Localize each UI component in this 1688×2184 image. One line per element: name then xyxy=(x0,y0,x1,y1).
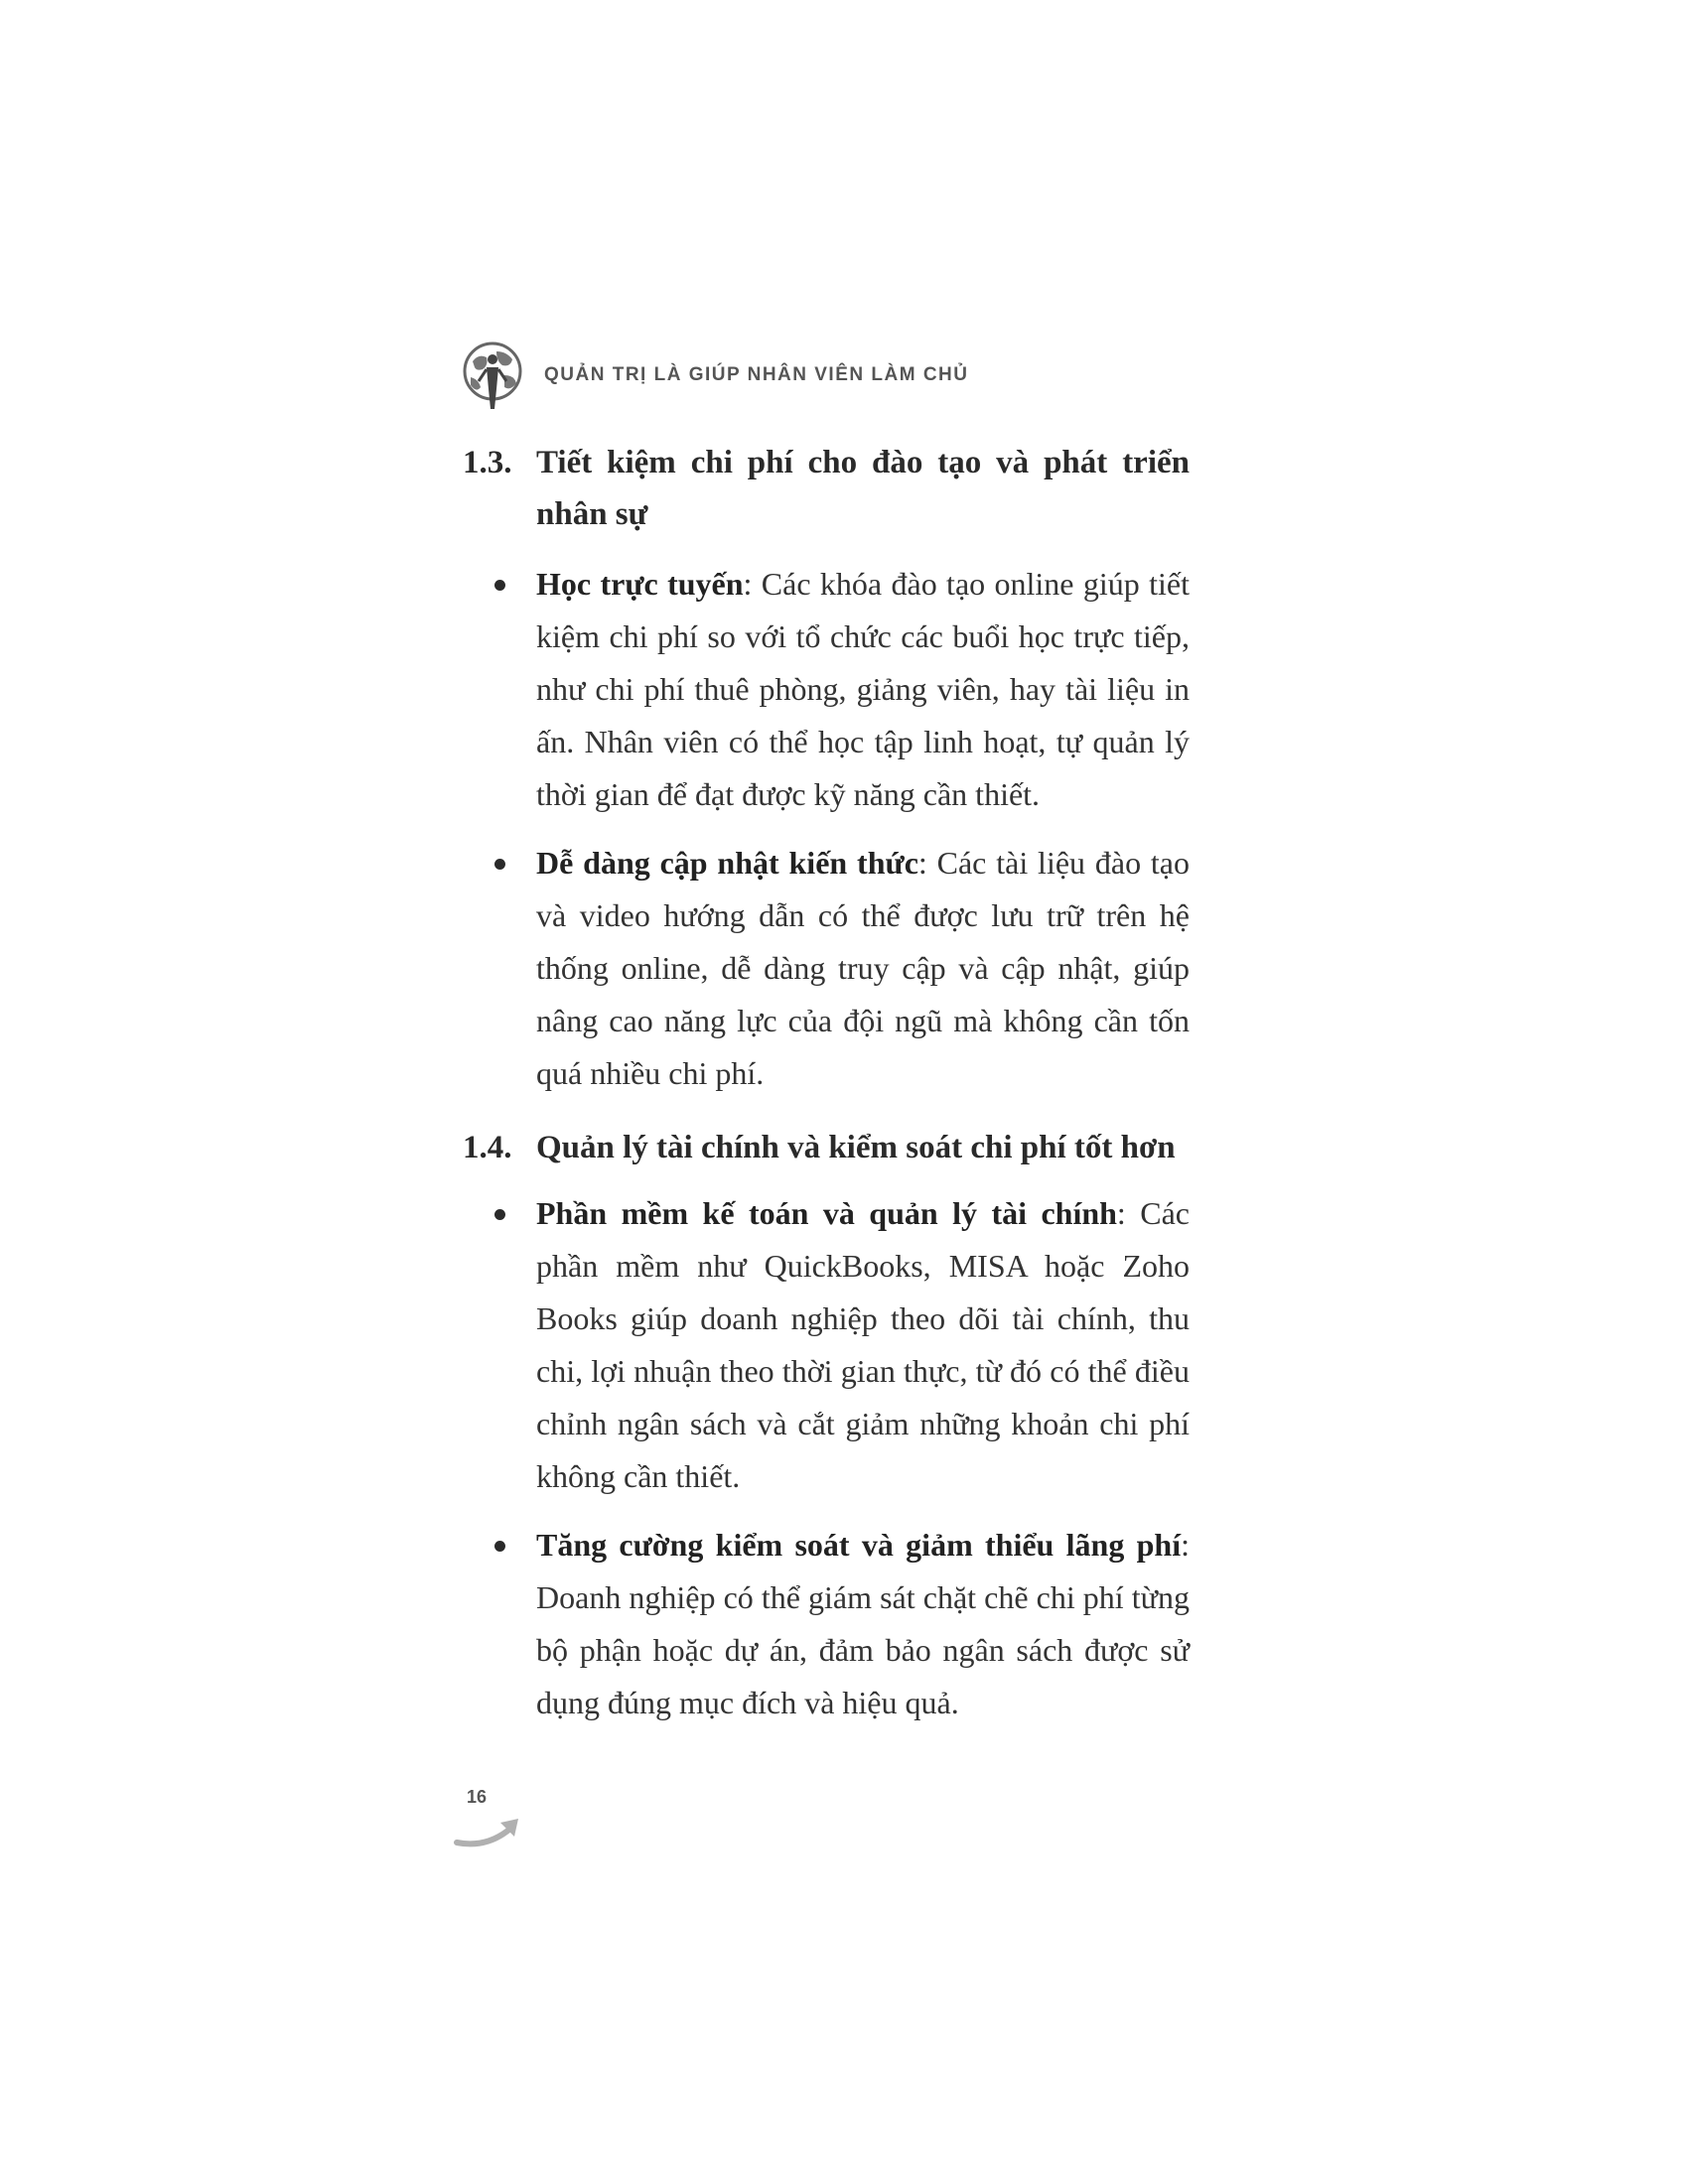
section-heading xyxy=(463,437,1190,540)
section-number: 1.3. xyxy=(463,445,512,480)
list-item xyxy=(463,837,1190,1100)
bullet-text xyxy=(536,1519,1190,1729)
page-content xyxy=(463,437,1190,1729)
section-title: Quản lý tài chính và kiểm soát chi phí tốt hơn xyxy=(536,1130,1176,1165)
section-1-3 xyxy=(463,437,1190,1100)
bullet-term: Tăng cường kiểm soát và giảm thiểu lãng phí xyxy=(536,1527,1182,1563)
section-number: 1.4. xyxy=(463,1130,512,1165)
section-1-4 xyxy=(463,1122,1190,1729)
bullet-body: : Doanh nghiệp có thể giám sát chặt chẽ chi phí từng bộ phận hoặc dự án, đảm bảo ngân sách được sử dụng đúng mục đích và hiệu quả. xyxy=(536,1527,1190,1720)
bullet-term: Dễ dàng cập nhật kiến thức xyxy=(536,845,918,881)
bullet-text xyxy=(536,837,1190,1100)
running-header xyxy=(459,338,968,413)
bullet-dot xyxy=(463,1187,536,1503)
bullet-body: : Các khóa đào tạo online giúp tiết kiệm chi phí so với tổ chức các buổi học trực tiếp, như chi phí thuê phòng, giảng viên, hay tài liệu in ấn. Nhân viên có thể học tập linh hoạt, tự quản lý thời gian để đạt được kỹ năng cần thiết. xyxy=(536,566,1191,812)
bullet-list xyxy=(463,1187,1190,1729)
bullet-body: : Các tài liệu đào tạo và video hướng dẫn có thể được lưu trữ trên hệ thống online, dễ dàng truy cập và cập nhật, giúp nâng cao năng lực của đội ngũ mà không cần tốn quá nhiều chi phí. xyxy=(536,845,1191,1091)
bullet-dot xyxy=(463,837,536,1100)
bullet-body: : Các phần mềm như QuickBooks, MISA hoặc Zoho Books giúp doanh nghiệp theo dõi tài chính, thu chi, lợi nhuận theo thời gian thực, từ đó có thể điều chỉnh ngân sách và cắt giảm những khoản chi phí không cần thiết. xyxy=(536,1195,1190,1494)
bullet-text xyxy=(536,1187,1190,1503)
list-item xyxy=(463,558,1190,821)
bullet-text xyxy=(536,558,1190,821)
bullet-list xyxy=(463,558,1190,1100)
list-item xyxy=(463,1519,1190,1729)
running-header-title: QUẢN TRỊ LÀ GIÚP NHÂN VIÊN LÀM CHỦ xyxy=(544,364,969,385)
globe-figure-icon xyxy=(459,340,526,411)
curved-arrow-icon xyxy=(453,1807,524,1850)
section-title: Tiết kiệm chi phí cho đào tạo và phát triển nhân sự xyxy=(536,445,1190,532)
page-footer xyxy=(453,1787,542,1856)
bullet-dot xyxy=(463,558,536,821)
bullet-term: Học trực tuyến xyxy=(536,566,744,602)
page-number: 16 xyxy=(467,1787,488,1807)
bullet-term: Phần mềm kế toán và quản lý tài chính xyxy=(536,1195,1117,1231)
list-item xyxy=(463,1187,1190,1503)
section-heading xyxy=(463,1122,1190,1173)
bullet-dot xyxy=(463,1519,536,1729)
